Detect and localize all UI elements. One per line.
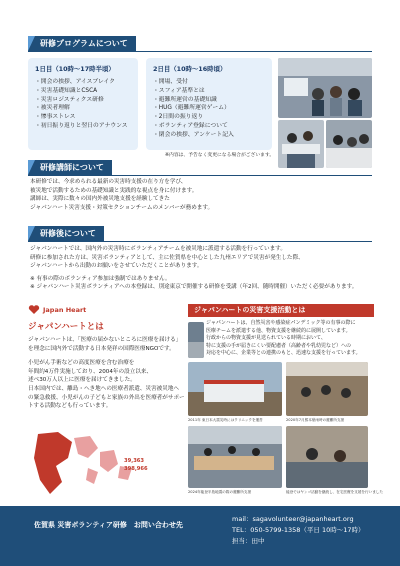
footer [0, 506, 400, 566]
caption: 2011年 東日本大震災時にはクリニックを運営 [188, 418, 263, 422]
disaster-title: ジャパンハートの災害支援活動とは [188, 304, 374, 317]
text-line: ジャパンハートでは、国内外の災害時にボランティアチームを被災地に派遣する活動を行っています。 [30, 246, 286, 252]
program-note: ※内容は、予告なく変更になる場合がございます。 [165, 153, 275, 158]
footer-person: 担当：田中 [232, 537, 265, 545]
day2-card [146, 58, 272, 150]
caption: 2020年7月熊本豪雨時の避難所支援 [286, 418, 345, 422]
list-item: ・災害ロジスティクス研修 [35, 96, 104, 103]
text-line: 被災地で活動するための基礎知識と実践的な視点を身に付けます。 [30, 187, 198, 194]
text-line: 小児がん手術などの高度医療を含む治療を [28, 360, 135, 367]
list-item: ・開会の挨拶、アイスブレイク [35, 79, 115, 85]
text-line: 日本国内では、離島・へき地への医療者派遣、災害被災地へ [28, 385, 180, 392]
text-line: ※ 有事の際のボランティア参加は強制ではありません。 [30, 275, 171, 282]
day1-card [28, 58, 138, 150]
program-header: 研修プログラムについて [28, 36, 136, 51]
text-line: 医療チームを派遣する他、物資支援を継続的に展開しています。 [206, 327, 351, 334]
day1-list [35, 78, 138, 131]
list-item: ・被災者理解 [35, 105, 70, 112]
training-photo-1 [278, 58, 372, 118]
list-item: ・ボランティア登録について [153, 122, 228, 129]
text-line: ジャパンハートは、自然災害や感染症パンデミック等の有事の際に [206, 320, 356, 326]
text-line: の緊急救援、小児がんの子どもと家族の外出を医療者がサポー [28, 394, 185, 401]
disaster-photo-1 [188, 362, 282, 416]
tel-link[interactable]: 050-5799-1358（平日 10時〜17時） [250, 526, 365, 534]
list-item: ・災害基礎知識とCSCA [35, 87, 98, 94]
text-line: 年間約4万件実施しており、2004年の設立以来、 [28, 368, 153, 375]
about-text [28, 336, 185, 411]
asia-map [28, 428, 182, 500]
list-item: ・惨事ストレス [35, 114, 76, 121]
text-line: 述べ30万人以上に医療を届けてきました。 [28, 377, 136, 384]
training-photo-2 [278, 120, 324, 168]
mail-link[interactable]: sagavolunteer@japanheart.org [252, 515, 354, 523]
day1-title: 1日目（10時〜17時半頃） [35, 65, 115, 73]
divider [28, 51, 372, 52]
list-item: ・2日間の振り返り [153, 114, 204, 121]
text-line: ジャパンハート災害支援・対策セクションチームのメンバーが務めます。 [30, 204, 214, 211]
footer-mail: mail：sagavolunteer@japanheart.org [232, 515, 354, 523]
text-line: 本研修では、今求められる最新の災害時支援の在り方を学び、 [30, 179, 187, 185]
disaster-photo-4 [286, 426, 368, 488]
about-title: ジャパンハートとは [28, 322, 104, 332]
caption: 能登ではヤンゴ活動を継続し、在宅医療を支援を行いました [286, 490, 383, 494]
day2-list [153, 78, 272, 140]
heart-icon [28, 305, 40, 315]
training-photo-3 [326, 120, 372, 168]
divider [28, 241, 372, 242]
disaster-thumb [188, 322, 204, 358]
text-line: ジャパンハートは、「医療の届かないところに医療を届ける」 [28, 337, 182, 343]
text-line: 対応を中心に、企業等との連携のもと、迅速な支援を行っています。 [206, 350, 361, 357]
list-item: ・閉会の挨拶、アンケート記入 [153, 131, 234, 138]
japan-heart-logo: Japan Heart [28, 305, 86, 315]
caption: 2024年能登半島地震の際の避難所支援 [188, 490, 252, 494]
list-item: ・HUG（避難所運営ゲーム） [153, 105, 230, 112]
text-line: ジャパンハートから出動のお願いをさせていただくことがあります。 [30, 263, 203, 270]
text-line: 行政からの物資支援が見送られている時期において、 [206, 335, 326, 342]
list-item: ・開場、受付 [153, 79, 188, 85]
disaster-text [206, 320, 361, 358]
after-text [30, 245, 357, 292]
after-header: 研修後について [28, 226, 104, 241]
list-item: ・スフィア基準とは [153, 87, 205, 94]
divider [28, 175, 372, 176]
day2-title: 2日目（10時〜16時頃） [153, 65, 227, 73]
map-count-2: 398,966 [124, 466, 148, 472]
text-line: ※ ジャパンハート災害ボランティアへの本登録は、別途東京で開催する研修を受講（年2回、随時開催）いただく必要があります。 [30, 284, 358, 291]
disaster-photo-3 [188, 426, 282, 488]
text-line: トする活動なども行っています。 [28, 403, 112, 410]
disaster-photo-2 [286, 362, 368, 416]
text-line: 講師は、実際に数々の国内外被災地支援を経験してきた [30, 196, 170, 203]
list-item: ・避難所運営の基礎知識 [153, 96, 217, 103]
text-line: を理念に国内外で活動する日本発祥の国際医療NGOです。 [28, 345, 175, 352]
instructor-header: 研修講師について [28, 160, 112, 175]
map-count-1: 39,363 [124, 458, 145, 464]
list-item: ・初日振り返りと翌日のアナウンス [35, 122, 128, 129]
text-line: 特に支援の手が届きにくい要配慮者（高齢者や乳幼児など）への [206, 342, 352, 349]
footer-tel: TEL：050-5799-1358（平日 10時〜17時） [232, 526, 365, 534]
text-line: 研修に参加された方は、災害ボランティアとして、主に佐賀県を中心とした九州エリアで災害が発生した際、 [30, 254, 304, 261]
instructor-text [30, 178, 213, 212]
footer-org: 佐賀県 災害ボランティア研修 お問い合わせ先 [34, 521, 183, 529]
